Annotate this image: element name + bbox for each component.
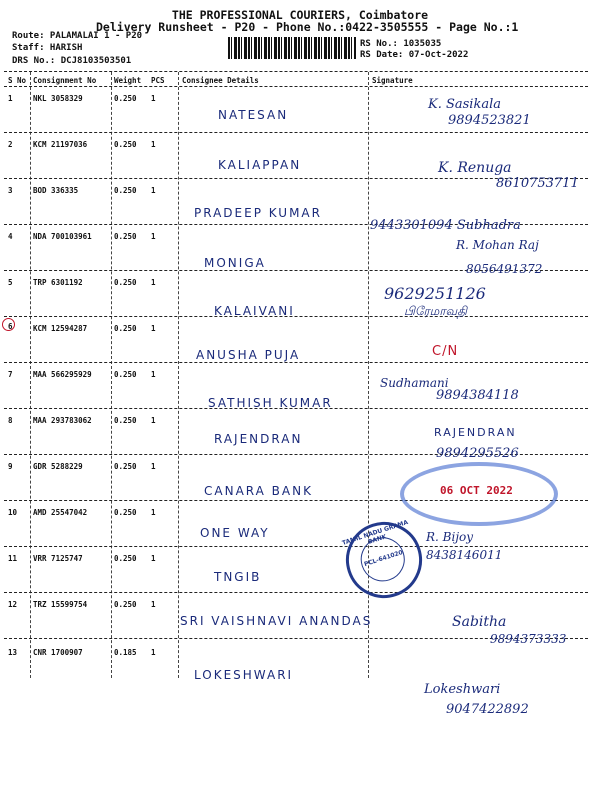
row-weight: 0.250 bbox=[114, 324, 137, 333]
row-consignee: RAJENDRAN bbox=[214, 432, 303, 446]
row-pcs: 1 bbox=[151, 278, 156, 287]
rs-number: RS No.: 1035035 bbox=[360, 39, 442, 49]
row-signature-phone: 9894295526 bbox=[436, 446, 519, 461]
row-consignment: TRP 6301192 bbox=[33, 278, 83, 287]
row-weight: 0.250 bbox=[114, 186, 137, 195]
company-title: THE PROFESSIONAL COURIERS, Coimbatore bbox=[171, 8, 429, 22]
row-rule bbox=[4, 132, 588, 133]
row-weight: 0.185 bbox=[114, 648, 137, 657]
row-consignee: ANUSHA PUJA bbox=[196, 348, 301, 362]
row-weight: 0.250 bbox=[114, 508, 137, 517]
row-pcs: 1 bbox=[151, 324, 156, 333]
row-consignee: KALIAPPAN bbox=[218, 158, 302, 172]
column-divider bbox=[30, 72, 31, 678]
seal-text: TAMIL NADU GRAMA BANK bbox=[341, 518, 409, 547]
row-signature: RAJENDRAN bbox=[434, 426, 517, 439]
row-weight: 0.250 bbox=[114, 278, 137, 287]
column-divider bbox=[111, 72, 112, 678]
drs-number: DRS No.: DCJ8103503501 bbox=[12, 56, 132, 66]
row-sno: 5 bbox=[8, 278, 13, 287]
row-pcs: 1 bbox=[151, 554, 156, 563]
cn-mark: C/N bbox=[432, 344, 459, 359]
row-pcs: 1 bbox=[151, 508, 156, 517]
row-signature: 9443301094 Subhadra bbox=[370, 218, 521, 233]
row-weight: 0.250 bbox=[114, 232, 137, 241]
row-signature: Sabitha bbox=[452, 614, 507, 630]
column-divider bbox=[178, 72, 179, 678]
staff-label: Staff: HARISH bbox=[12, 43, 83, 53]
row-consignment: GDR 5288229 bbox=[33, 462, 83, 471]
row-pcs: 1 bbox=[151, 600, 156, 609]
route-label: Route: PALAMALAI 1 - P20 bbox=[12, 31, 143, 41]
row-signature: பிரேமாவதி bbox=[404, 304, 467, 318]
row-pcs: 1 bbox=[151, 648, 156, 657]
row-signature-phone: 9047422892 bbox=[446, 702, 529, 717]
row-consignment: TRZ 15599754 bbox=[33, 600, 88, 609]
table-top-rule bbox=[4, 71, 588, 72]
row-weight: 0.250 bbox=[114, 140, 137, 149]
row-consignment: KCM 21197036 bbox=[33, 140, 88, 149]
row-rule bbox=[4, 362, 588, 363]
col-consignee: Consignee Details bbox=[182, 76, 259, 85]
row-signature: K. Renuga bbox=[438, 160, 512, 176]
row-signature-phone: 8438146011 bbox=[426, 548, 503, 562]
row-rule bbox=[4, 316, 588, 317]
col-consignment: Consignment No bbox=[33, 76, 97, 85]
bank-seal-stamp bbox=[336, 512, 432, 608]
row-pcs: 1 bbox=[151, 232, 156, 241]
row-sno: 6 bbox=[8, 322, 13, 331]
row-sno: 7 bbox=[8, 370, 13, 379]
row-signature: R. Bijoy bbox=[426, 530, 474, 544]
row-weight: 0.250 bbox=[114, 462, 137, 471]
seal-code: PCL-641020 bbox=[363, 549, 404, 569]
date-stamp-text: 06 OCT 2022 bbox=[440, 484, 513, 497]
col-sno: S No bbox=[8, 76, 27, 85]
row-consignee: TNGIB bbox=[214, 570, 262, 584]
row-rule bbox=[4, 546, 588, 547]
row-sno: 2 bbox=[8, 140, 13, 149]
row-pcs: 1 bbox=[151, 370, 156, 379]
row-sno: 4 bbox=[8, 232, 13, 241]
row-signature-phone: 9894373333 bbox=[490, 632, 567, 646]
row-consignee bbox=[180, 614, 372, 628]
row-signature-phone: 8056491372 bbox=[466, 262, 543, 276]
row-consignee: NATESAN bbox=[218, 108, 289, 122]
row-consignee: MONIGA bbox=[204, 256, 266, 270]
row-pcs: 1 bbox=[151, 462, 156, 471]
row-consignment: VRR 7125747 bbox=[33, 554, 83, 563]
row-sno: 8 bbox=[8, 416, 13, 425]
row-consignment: MAA 566295929 bbox=[33, 370, 92, 379]
col-pcs: PCS bbox=[151, 76, 165, 85]
row-signature: K. Sasikala bbox=[428, 97, 501, 112]
col-signature: Signature bbox=[372, 76, 413, 85]
row-pcs: 1 bbox=[151, 186, 156, 195]
row-sno: 13 bbox=[8, 648, 18, 657]
row-consignment: KCM 12594287 bbox=[33, 324, 88, 333]
row-weight: 0.250 bbox=[114, 94, 137, 103]
row-consignee: LOKESHWARI bbox=[194, 668, 294, 682]
col-weight: Weight bbox=[114, 76, 142, 85]
row-pcs: 1 bbox=[151, 140, 156, 149]
rs-date: RS Date: 07-Oct-2022 bbox=[360, 50, 469, 60]
row-sno: 12 bbox=[8, 600, 18, 609]
date-stamp bbox=[400, 462, 558, 526]
runsheet-subtitle: Delivery Runsheet - P20 - Phone No.:0422-3505555 - Page No.:1 bbox=[96, 20, 519, 34]
row-consignment: BOD 336335 bbox=[33, 186, 79, 195]
row-consignment: NKL 3058329 bbox=[33, 94, 83, 103]
row-signature-phone: 9894384118 bbox=[436, 388, 519, 403]
row-consignee: ONE WAY bbox=[200, 526, 270, 540]
row-signature: R. Mohan Raj bbox=[456, 238, 539, 252]
consignee-name-line: SRI VAISHNAVI ANANDAS bbox=[180, 614, 373, 628]
row-weight: 0.250 bbox=[114, 416, 137, 425]
row-signature: Lokeshwari bbox=[424, 682, 501, 697]
row-sno: 3 bbox=[8, 186, 13, 195]
row-consignee: CANARA BANK bbox=[204, 484, 313, 498]
row-consignment: AMD 25547042 bbox=[33, 508, 88, 517]
row-pcs: 1 bbox=[151, 94, 156, 103]
row-weight: 0.250 bbox=[114, 600, 137, 609]
row-sno: 10 bbox=[8, 508, 18, 517]
row-sno: 9 bbox=[8, 462, 13, 471]
row-consignment: CNR 1700907 bbox=[33, 648, 83, 657]
row-consignee: PRADEEP KUMAR bbox=[194, 206, 322, 220]
row-weight: 0.250 bbox=[114, 370, 137, 379]
row-consignee: SATHISH KUMAR bbox=[208, 396, 333, 410]
row-pcs: 1 bbox=[151, 416, 156, 425]
table-header-rule bbox=[4, 86, 588, 87]
row-consignment: NDA 700103961 bbox=[33, 232, 92, 241]
row-signature: Sudhamani bbox=[380, 376, 449, 390]
row-consignment: MAA 293783062 bbox=[33, 416, 92, 425]
row-rule bbox=[4, 592, 588, 593]
row-sno: 11 bbox=[8, 554, 18, 563]
row-signature-phone: 9894523821 bbox=[448, 113, 531, 128]
row-signature-phone: 9629251126 bbox=[384, 284, 486, 303]
row-sno: 1 bbox=[8, 94, 13, 103]
row-signature-phone: 8610753711 bbox=[496, 176, 579, 191]
row-weight: 0.250 bbox=[114, 554, 137, 563]
barcode-image bbox=[228, 37, 356, 59]
row-consignee: KALAIVANI bbox=[214, 304, 295, 318]
